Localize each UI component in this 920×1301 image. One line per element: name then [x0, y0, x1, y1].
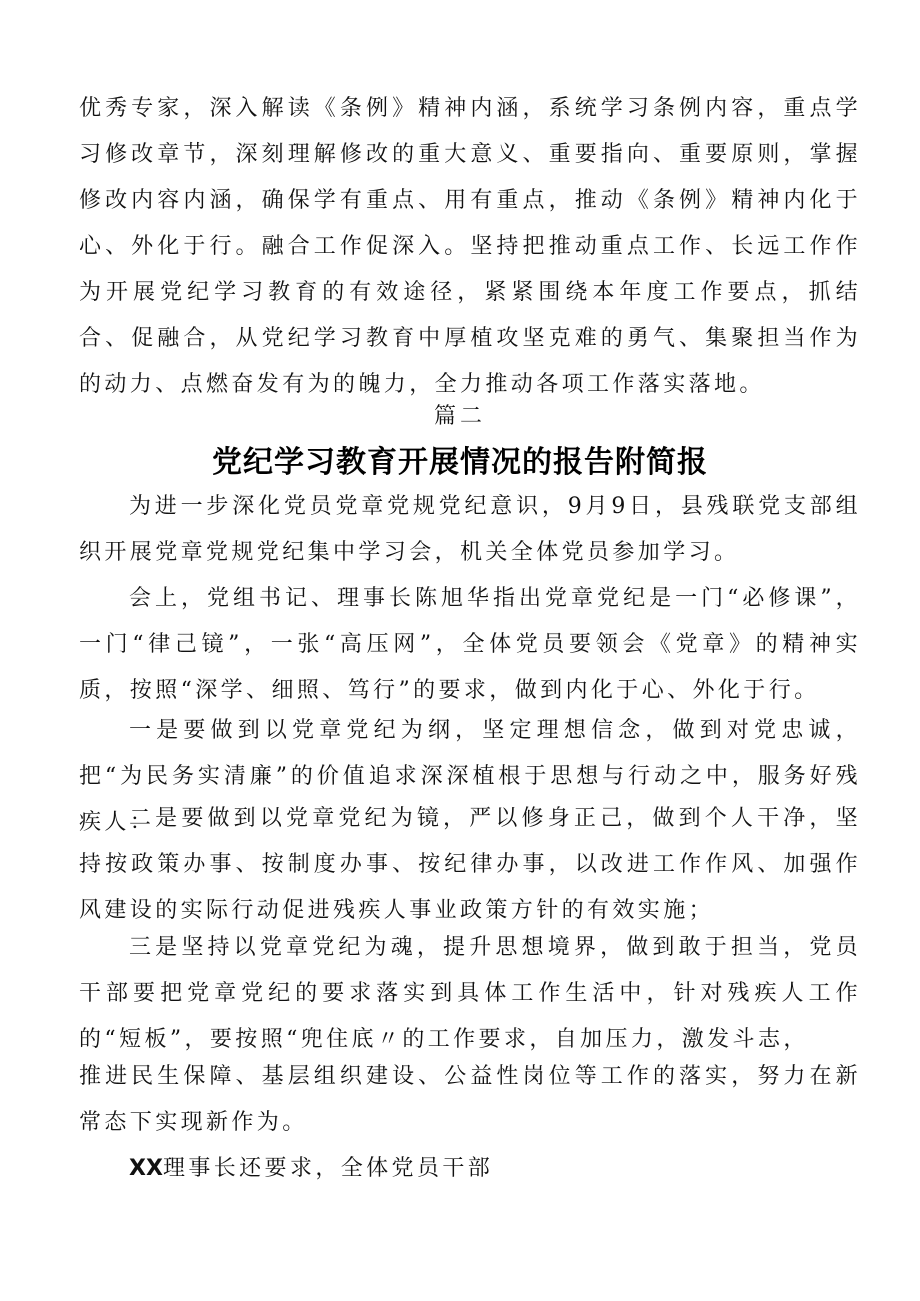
body-paragraph-2: 会上，党组书记、理事长陈旭华指出党章党纪是一门“必修课”，一门“律己镜”，一张“高压网”，全体党员要领会《党章》的精神实质，按照“深学、细照、笃行”的要求，做到内化于心、外化于行。 — [79, 586, 861, 703]
body-paragraph-3: 一是要做到以党章党纪为纲，坚定理想信念，做到对党忠诚，把“为民务实清廉”的价值追求深深植根于思想与行动之中，服务好残疾人： — [79, 718, 861, 835]
body-paragraph-1: 为进一步深化党员党章党规党纪意识，9月9日，县残联党支部组织开展党章党规党纪集中学习会，机关全体党员参加学习。 — [79, 494, 861, 565]
paragraph-rest: 理事长还要求，全体党员干部 — [162, 1156, 494, 1181]
section-label: 篇二 — [433, 404, 486, 429]
body-paragraph-7 — [79, 1146, 861, 1192]
continuation-paragraph: 优秀专家，深入解读《条例》精神内涵，系统学习条例内容，重点学习修改章节，深刻理解修改的重大意义、重要指向、重要原则，掌握修改内容内涵，确保学有重点、用有重点，推动《条例》精神内化于心、外化于行。融合工作促深入。坚持把推动重点工作、长远工作作为开展党纪学习教育的有效途径，紧紧围绕本年度工作要点，抓结合、促融合，从党纪学习教育中厚植攻坚克难的勇气、集聚担当作为的动力、点燃奋发有为的魄力，全力推动各项工作落实落地。 — [79, 96, 861, 397]
bold-prefix: XX — [129, 1156, 163, 1181]
body-paragraph-6: 推进民生保障、基层组织建设、公益性岗位等工作的落实，努力在新常态下实现新作为。 — [79, 1064, 861, 1135]
body-paragraph-4: 二是要做到以党章党纪为镜，严以修身正己，做到个人干净，坚持按政策办事、按制度办事、按纪律办事，以改进工作作风、加强作风建设的实际行动促进残疾人事业政策方针的有效实施； — [79, 806, 861, 923]
body-paragraph-5: 三是坚持以党章党纪为魂，提升思想境界，做到敢于担当，党员干部要把党章党纪的要求落实到具体工作生活中，针对残疾人工作的“短板”，要按照“兜住底〃的工作要求，自加压力，激发斗志， — [79, 935, 861, 1052]
document-title: 党纪学习教育开展情况的报告附简报 — [212, 445, 708, 480]
